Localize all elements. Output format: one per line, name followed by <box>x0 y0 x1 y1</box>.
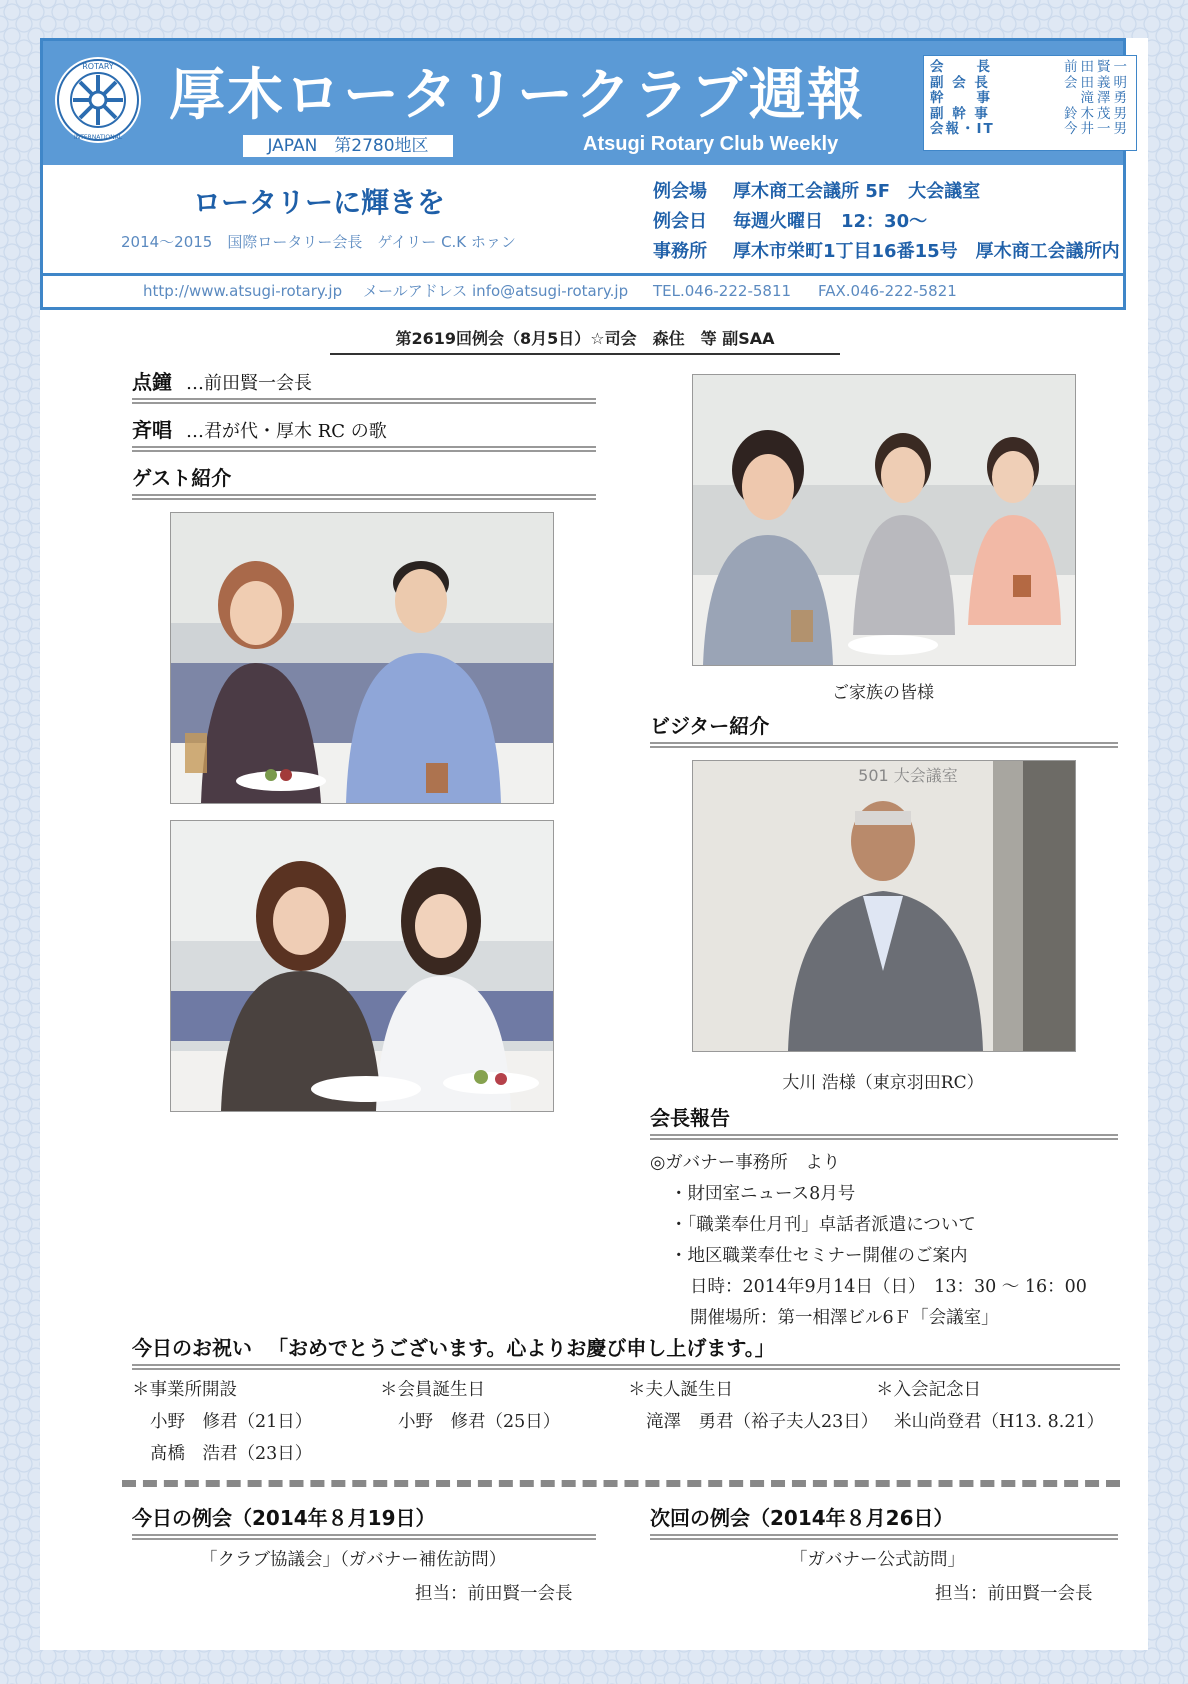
report-line: ◎ガバナー事務所 より <box>650 1153 841 1173</box>
fax: FAX.046-222-5821 <box>818 282 957 300</box>
visitor-heading: ビジター紹介 <box>650 710 1118 748</box>
report-line: ・財団室ニュース8月号 <box>670 1184 856 1204</box>
website-link[interactable]: http://www.atsugi-rotary.jp <box>143 282 343 300</box>
report-line: 開催場所：第一相澤ビル6Ｆ「会議室」 <box>690 1308 999 1328</box>
guest-photo-1 <box>170 512 554 804</box>
next-program: 「ガバナー公式訪問」 <box>790 1550 965 1570</box>
next-meeting-heading: 次回の例会（2014年８月26日） <box>650 1502 1118 1540</box>
masthead-banner <box>43 41 1130 165</box>
svg-text:INTERNATIONAL: INTERNATIONAL <box>73 134 123 141</box>
guest-heading: ゲスト紹介 <box>132 462 596 500</box>
section-divider <box>122 1480 1120 1487</box>
telephone: TEL.046-222-5811 <box>653 282 792 300</box>
officers-box <box>923 55 1137 151</box>
contact-bar <box>43 273 1123 307</box>
district-badge: JAPAN 第2780地区 <box>243 135 453 157</box>
meeting-number-line: 第2619回例会（8月5日）☆司会 森住 等 副SAA <box>330 326 840 355</box>
svg-text:ROTARY: ROTARY <box>82 62 114 71</box>
email-address[interactable]: メールアドレス info@atsugi-rotary.jp <box>363 282 629 300</box>
celebration-column: ＊事業所開設 小野 修君（21日） 髙橋 浩君（23日） <box>132 1380 313 1464</box>
ri-president-line: 2014～2015 国際ロータリー会長 ゲイリー C.K ホァン <box>121 233 516 251</box>
today-meeting-heading: 今日の例会（2014年８月19日） <box>132 1502 596 1540</box>
celebration-heading: 今日のお祝い 「おめでとうございます。心よりお慶び申し上げます。」 <box>132 1332 1120 1370</box>
officer-row: 副 幹 事 鈴木茂男 <box>930 105 1130 122</box>
today-program: 「クラブ協議会」（ガバナー補佐訪問） <box>200 1550 507 1570</box>
celebration-column: ＊会員誕生日 小野 修君（25日） <box>380 1380 561 1432</box>
bell-section: 点鐘 …前田賢一会長 <box>132 366 596 404</box>
family-photo <box>692 374 1076 666</box>
president-report-body <box>650 1148 1087 1334</box>
president-report-heading: 会長報告 <box>650 1102 1118 1140</box>
report-line: ・地区職業奉仕セミナー開催のご案内 <box>670 1246 968 1266</box>
svg-text:501 大会議室: 501 大会議室 <box>858 766 958 785</box>
guest-photo-2 <box>170 820 554 1112</box>
newsletter-page <box>40 38 1148 1650</box>
newsletter-title: 厚木ロータリークラブ週報 <box>169 63 865 128</box>
masthead <box>40 38 1130 310</box>
report-line: ・「職業奉仕月刊」卓話者派遣について <box>670 1215 976 1235</box>
english-title: Atsugi Rotary Club Weekly <box>583 133 839 155</box>
visitor-photo <box>692 760 1076 1052</box>
next-charge: 担当：前田賢一会長 <box>935 1584 1093 1604</box>
officer-row: 会報・IT 今井一男 <box>930 121 1130 137</box>
meeting-info: 例会場 厚木商工会議所 5F 大会議室 例会日 毎週火曜日 12：30～ 事務所 厚木市栄町1丁目16番15号 厚木商工会議所内 <box>653 181 1120 262</box>
yearly-motto: ロータリーに輝きを <box>193 186 446 219</box>
celebration-column: ＊入会記念日 米山尚登君（H13. 8.21） <box>876 1380 1105 1432</box>
celebration-column: ＊夫人誕生日 滝澤 勇君（裕子夫人23日） <box>628 1380 879 1432</box>
rotary-wheel-logo <box>53 55 143 145</box>
song-section: 斉唱 …君が代・厚木 RC の歌 <box>132 414 596 452</box>
officer-row: 会 長 前田賢一 <box>930 59 1130 75</box>
officer-row: 幹 事 滝澤勇 <box>930 90 1130 106</box>
report-line: 日時：2014年9月14日（日） 13：30 ～ 16：00 <box>690 1277 1087 1297</box>
visitor-caption: 大川 浩様（東京羽田RC） <box>782 1073 984 1093</box>
officer-row: 副 会 長 会田義明 <box>930 74 1130 91</box>
family-photo-caption: ご家族の皆様 <box>832 683 934 703</box>
today-charge: 担当：前田賢一会長 <box>415 1584 573 1604</box>
